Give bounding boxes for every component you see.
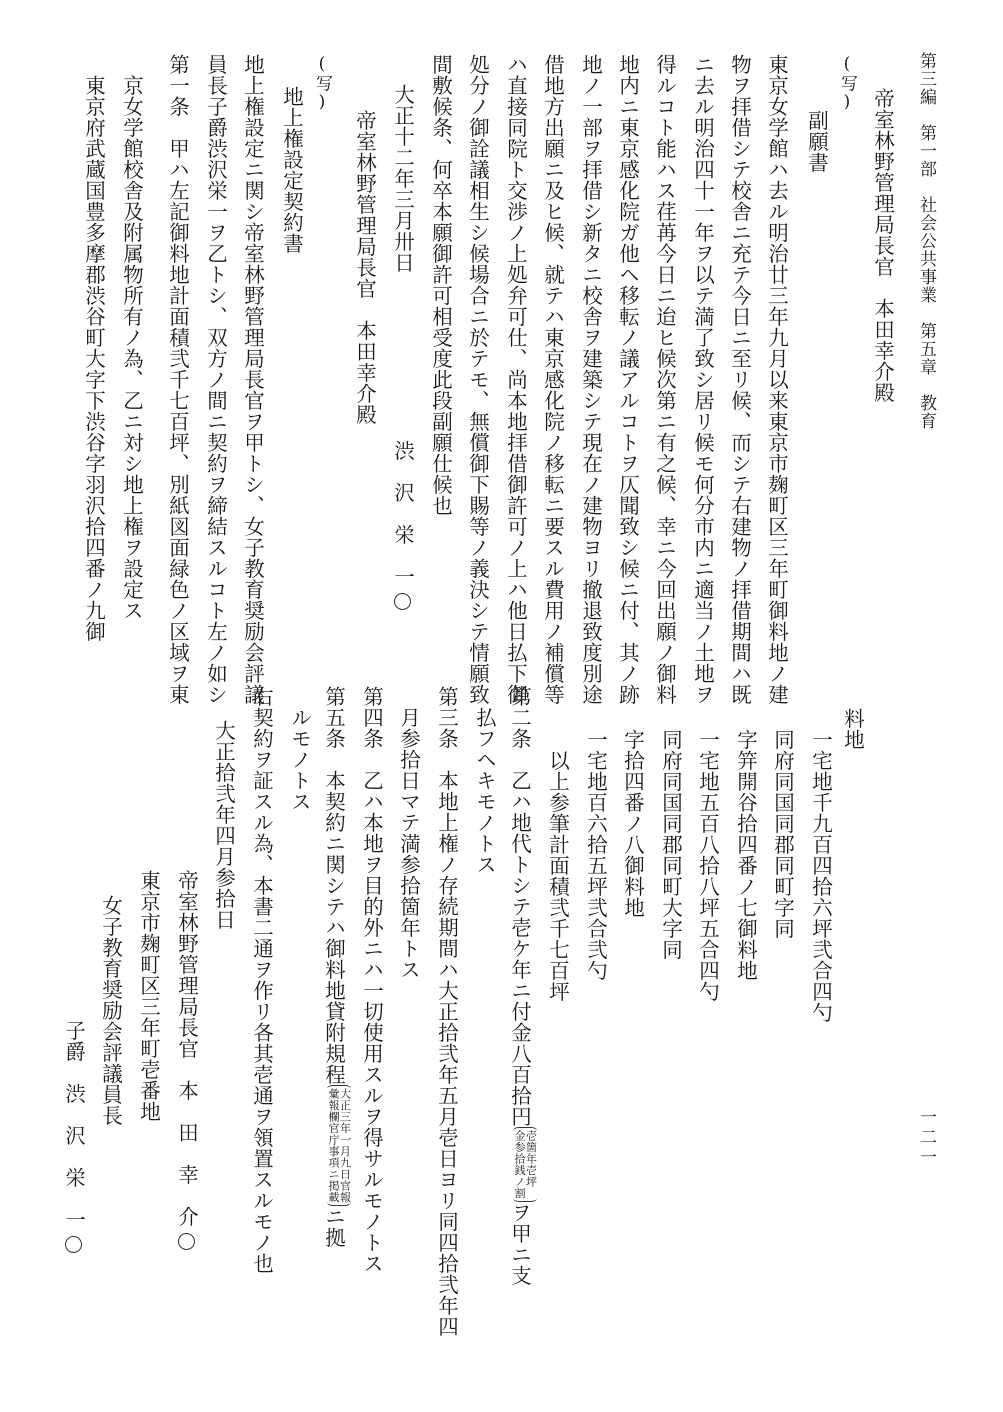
petition-line: 東京女学館ハ去ル明治廿三年九月以来東京市麹町区三年町御料地ノ建 [764, 54, 789, 705]
land-line: 字笄開谷拾四番ノ七御料地 [733, 708, 758, 981]
page-number: 一二一 [916, 1108, 936, 1168]
article-2-cont: 払フヘキモノトス [472, 686, 497, 875]
article-2 [509, 686, 537, 1286]
article-5-text: 第五条 本契約ニ関シテハ御料地貸附規程 [321, 686, 346, 1085]
contract-line: 地上権設定ニ関シ帝室林野管理局長官ヲ甲トシ、女子教育奨励会評議 [240, 54, 265, 705]
petition-line: 物ヲ拝借シテ校舎ニ充テ今日ニ至リ候、而シテ右建物ノ拝借期間ハ既 [727, 54, 752, 705]
petition-signer-name: 渋 沢 栄 一 [390, 440, 415, 587]
petition-addressee: 帝室林野管理局長官 本田幸介殿 [352, 110, 377, 425]
article-5-text-end: ニ拠 [321, 1206, 346, 1248]
addressee: 帝室林野管理局長官 本田幸介殿 [870, 88, 895, 403]
party-1-name: 帝室林野管理局長官 本 田 幸 介 [174, 870, 199, 1227]
land-line: 一宅地五百八拾八坪五合四勺 [695, 708, 720, 1002]
petition-line: 間敷候条、何卒本願御許可相受度此段副願仕候也 [428, 54, 453, 516]
note-line: 大正三年一月九日官報 [338, 1088, 352, 1203]
note-line: 彙報欄官庁事項ニ掲載 [327, 1088, 340, 1203]
party-2-address: 東京市麹町区三年町壱番地 [136, 870, 161, 1122]
seal-icon [65, 1236, 82, 1253]
running-head: 第三編 第一部 社会公共事業 第五章 教育 [916, 52, 936, 430]
land-line: 料地 [840, 708, 865, 750]
party-1 [176, 870, 197, 1250]
land-line: 同府同国同郡同町大字同 [658, 708, 683, 960]
copy-mark: (写) [837, 54, 857, 113]
article-5-cont: ルモノトス [287, 686, 312, 812]
party-2-name: 子爵 渋 沢 栄 一 [61, 1020, 86, 1230]
petition-line: 地内ニ東京感化院ガ他ヘ移転ノ議アルコトヲ仄聞致シ候ニ付、其ノ跡 [615, 54, 640, 705]
petition-line: 得ルコト能ハス荏苒今日ニ迨ヒ候次第ニ有之候、幸ニ今回出願ノ御料 [652, 54, 677, 705]
copy-mark: (写) [312, 54, 332, 113]
article-4: 第四条 乙ハ本地ヲ目的外ニハ一切使用スルヲ得サルモノトス [359, 686, 384, 1274]
petition-title: 副願書 [804, 110, 829, 173]
article-3: 第三条 本地上権ノ存続期間ハ大正拾弐年五月壱日ヨリ同四拾弐年四 [434, 686, 459, 1337]
seal-icon [178, 1233, 195, 1250]
contract-line: 東京府武蔵国豊多摩郡渋谷町大字下渋谷字羽沢拾四番ノ九御 [81, 54, 106, 642]
land-line: 字拾四番ノ八御料地 [620, 708, 645, 918]
petition-line: 処分ノ御詮議相生シ候場合ニ於テモ、無償御下賜等ノ義決シテ情願致 [465, 54, 490, 705]
petition-signer [392, 440, 413, 610]
petition-line: 借地方出願ニ及ヒ候、就テハ東京感化院ノ移転ニ要スル費用ノ補償等 [540, 54, 565, 705]
note-line: 金参拾銭ノ割 [513, 1130, 526, 1199]
contract-line: 京女学館校舎及附属物所有ノ為、乙ニ対シ地上権ヲ設定ス [119, 54, 144, 621]
petition-line: ニ去ル明治四十一年ヲ以テ満了致シ居リ候モ何分市内ニ適当ノ土地ヲ [690, 54, 715, 705]
contract-line: 第一条 甲ハ左記御料地計面積弐千七百坪、別紙図面緑色ノ区域ヲ東 [165, 54, 190, 705]
note-line: 壱箇年壱坪 [524, 1130, 538, 1188]
article-5-note [327, 1085, 350, 1206]
article-3-cont: 月参拾日マテ満参拾箇年トス [396, 686, 421, 980]
contract-line: 員長子爵渋沢栄一ヲ乙トシ、双方ノ間ニ契約ヲ締結スルコト左ノ如シ [203, 54, 228, 705]
article-2-text-end: ヲ甲ニ支 [507, 1202, 532, 1286]
article-2-text: 第二条 乙ハ地代トシテ壱ケ年ニ付金八百拾円 [507, 686, 532, 1127]
party-2-title: 女子教育奨励会評議員長 [98, 895, 123, 1126]
contract-title: 地上権設定契約書 [279, 86, 304, 254]
closing-text: 右契約ヲ証スル為、本書二通ヲ作リ各其壱通ヲ領置スルモノ也 [249, 686, 274, 1274]
land-line: 一宅地千九百四拾六坪弐合四勺 [808, 708, 833, 1023]
article-2-note [513, 1127, 536, 1202]
land-line: 同府同国同郡同町字同 [770, 708, 795, 939]
party-2 [63, 1020, 84, 1253]
petition-line: ハ直接同院ト交渉ノ上処弁可仕、尚本地拝借御許可ノ上ハ他日払下御 [503, 54, 528, 705]
contract-date: 大正拾弐年四月参拾日 [211, 720, 236, 930]
land-line: 一宅地百六拾五坪弐合弐勺 [583, 708, 608, 981]
petition-line: 地ノ一部ヲ拝借シ新タニ校舎ヲ建築シテ現在ノ建物ヨリ撤退致度別途 [578, 54, 603, 705]
article-5 [323, 686, 351, 1248]
land-line: 以上参筆計面積弐千七百坪 [545, 708, 570, 1002]
seal-icon [394, 593, 411, 610]
petition-date: 大正十二年三月卅日 [390, 84, 415, 273]
